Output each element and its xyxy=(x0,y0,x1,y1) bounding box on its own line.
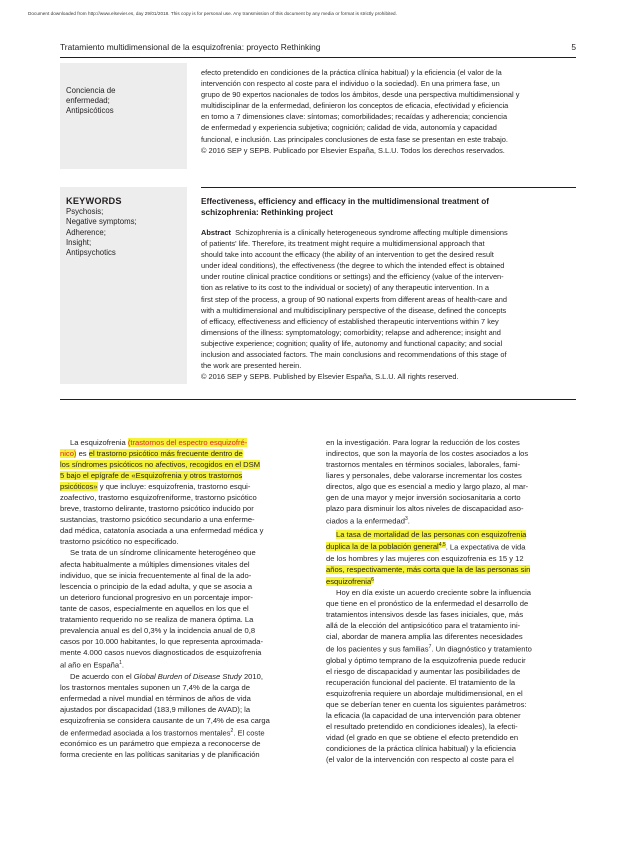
text-span: La tasa de mortalidad de las personas con esquizofrenia xyxy=(336,529,527,539)
keyword-line: enfermedad; xyxy=(66,96,110,106)
text-span: de enfermedad asociada a los trastornos mentales xyxy=(60,728,231,738)
abstract-line: first step of the process, a group of 90 national experts from different areas of health-care and xyxy=(201,294,507,304)
title-line: Effectiveness, efficiency and efficacy in the multidimensional treatment of xyxy=(201,197,490,206)
english-abstract xyxy=(201,227,576,382)
text-line xyxy=(60,437,310,448)
abstract-line: of patients' life. Therefore, its treatment might require a multidimensional approach that xyxy=(201,239,485,249)
text-span: el resultado pretendido en condiciones ideales), la efecti- xyxy=(326,722,518,732)
text-span: al año en España xyxy=(60,660,120,670)
text-span: es xyxy=(76,449,89,459)
text-span: vidad (el grado en que se obtiene el efecto pretendido en xyxy=(326,733,519,743)
keyword-item: Psychosis; xyxy=(66,207,104,217)
text-span: ajustados por discapacidad (183,9 millones de AVAD); la xyxy=(60,704,251,714)
abstract-line: should take into account the efficacy (the ability of an intervention to get the desired result xyxy=(201,250,494,260)
text-span: tratamientos intensivos desde las fases iniciales, que, más xyxy=(326,610,524,620)
text-span: condiciones de la práctica clínica habitual) y la eficiencia xyxy=(326,744,516,754)
reference-link[interactable]: 4,5 xyxy=(438,541,446,548)
abstract-line: en torno a 7 dimensiones clave: síntomas; comorbilidades; recaídas y adherencia; conciencia xyxy=(201,112,508,122)
text-line xyxy=(326,514,576,527)
keyword-item: Insight; xyxy=(66,237,92,247)
text-span: enfermedad a nivel mundial en términos de años de vida xyxy=(60,693,251,703)
text-span: y que incluye: esquizofrenia, trastorno esqui- xyxy=(97,482,251,492)
text-span: La esquizofrenia xyxy=(70,438,128,447)
text-line xyxy=(326,540,576,553)
text-span: esquizofrenia se considera causante de un 7,4% de esa carga xyxy=(60,715,270,725)
text-span: gen de una mayor y mejor inversión sociosanitaria a corto xyxy=(326,493,521,503)
text-span: económico es un parámetro que empieza a reconocerse de xyxy=(60,739,261,749)
text-span: liares y personales, debe valorarse incrementar los costes xyxy=(326,471,522,481)
abstract-line: inclusion and associated factors. The main conclusions and recommendations of this stage of xyxy=(201,350,507,360)
text-span: 5 bajo el epígrafe de «Esquizofrenia y otros trastornos xyxy=(60,471,243,481)
abstract-line: the work are presented herein. xyxy=(201,361,302,371)
text-span: esquizofrenia xyxy=(326,577,372,587)
header-rule xyxy=(60,57,576,58)
abstract-line: funcional, e inclusión. Las principales conclusiones de esta fase se presentan en este trabajo. xyxy=(201,134,508,144)
text-span: De acuerdo con el xyxy=(70,671,134,681)
text-span: directos, algo que es esencial a medio y largo plazo, al mar- xyxy=(326,482,529,492)
english-article-title xyxy=(201,196,576,219)
text-span: lescencia o principio de la edad adulta, y que se asocia a xyxy=(60,581,253,591)
download-notice: Document downloaded from http://www.elsevier.es, day 29/01/2018. This copy is for personal use. Any transmission of this document by any media or format is strictly prohibited. xyxy=(28,11,397,16)
abstract-line: subjective experience; cognition; quality of life, autonomy and functional capacity; and social xyxy=(201,338,503,348)
abstract-label: Abstract xyxy=(201,228,231,237)
abstract-line: Schizophrenia is a clinically heterogeneous syndrome affecting multiple dimensions xyxy=(235,228,508,237)
english-copyright: © 2016 SEP y SEPB. Published by Elsevier España, S.L.U. All rights reserved. xyxy=(201,372,459,382)
text-span: que se deberían tener en cuenta los siguientes parámetros: xyxy=(326,700,527,710)
text-span: trastorno psicótico no especificado. xyxy=(60,537,179,547)
spanish-copyright: © 2016 SEP y SEPB. Publicado por Elsevier España, S.L.U. Todos los derechos reservados. xyxy=(201,145,505,155)
abstract-line: dimensions of the illness: symptomatology; comorbidity; relapse and adherence; insight and xyxy=(201,327,501,337)
body-left-column xyxy=(60,437,310,760)
text-span: . xyxy=(121,660,125,670)
text-span: trastornos mentales en términos sociales, laborales, fami- xyxy=(326,460,521,470)
text-span: forma creciente en las políticas sanitarias y de planificación xyxy=(60,750,260,760)
reference-link[interactable]: 2 xyxy=(230,727,234,734)
text-line xyxy=(60,459,310,470)
text-span: Se trata de un síndrome clínicamente heterogéneo que xyxy=(70,548,256,558)
text-span: zoafectivo, trastorno esquizofreniforme, trastorno psicótico xyxy=(60,493,257,503)
abstract-line: grupo de 90 expertos nacionales de todos los ámbitos, desde una perspectiva multidimensional y xyxy=(201,90,520,100)
text-span: global y óptimo temprano de la esquizofrenia puede reducir xyxy=(326,656,526,666)
text-line xyxy=(326,564,576,575)
abstract-line: under routine clinical practice conditions or settings) and the efficiency (value of the interven- xyxy=(201,272,504,282)
text-span: dad médica, catatonía asociada a una enfermedad médica y xyxy=(60,526,264,536)
abstract-line: intervención con respecto al coste para el individuo o la sociedad). En una primera fase, un xyxy=(201,79,500,89)
text-span: el riesgo de discapacidad y aumentar las posibilidades de xyxy=(326,667,521,677)
running-head xyxy=(60,42,576,56)
text-span: individuo, que se inicia frecuentemente al final de la ado- xyxy=(60,570,252,580)
text-span: cial, abordar de manera amplia las diferentes necesidades xyxy=(326,632,523,642)
text-span: de los pacientes y sus familias xyxy=(326,644,429,654)
text-line xyxy=(326,575,576,588)
page-number: 5 xyxy=(571,42,576,52)
text-span: el trastorno psicótico más frecuente dentro de xyxy=(88,449,243,459)
text-span: . La expectativa de vida xyxy=(445,542,526,552)
text-span: (el valor de la intervención con respecto al coste para el xyxy=(326,755,514,765)
text-span: plazo para disminuir los altos niveles de discapacidad aso- xyxy=(326,504,524,514)
abstract-line: multidisciplinar de la enfermedad, definieron los conceptos de eficacia, efectividad y eficiencia xyxy=(201,101,509,111)
text-span: indirectos, que son la mayoría de los costes asociados a los xyxy=(326,449,529,459)
abstract-end-rule xyxy=(60,399,576,400)
text-line xyxy=(60,448,310,459)
spanish-keywords xyxy=(66,86,184,117)
keyword-item: Adherence; xyxy=(66,227,106,237)
text-span: Global Burden of Disease Study xyxy=(133,671,242,681)
text-span: de los hombres y las mujeres con esquizofrenia es 15 y 12 xyxy=(326,553,524,563)
text-span: los síndromes psicóticos no afectivos, recogidos en el DSM xyxy=(60,460,261,470)
text-span: psicóticos» xyxy=(60,482,98,492)
text-span: tante de casos, especialmente en aquellos en los que el xyxy=(60,603,249,613)
keyword-item: Negative symptoms; xyxy=(66,217,137,227)
text-span: . xyxy=(407,516,410,526)
keyword-line: Antipsicóticos xyxy=(66,106,114,116)
text-span: 2010, xyxy=(241,671,263,681)
abstract-line: de enfermedad y experiencia subjetiva; cognición; calidad de vida, autonomía y capacidad xyxy=(201,123,497,133)
abstract-line: of efficacy, effectiveness and efficiency of established therapeutic interventions within 7 key xyxy=(201,316,499,326)
keywords-heading: KEYWORDS xyxy=(66,196,122,206)
english-section-rule xyxy=(201,187,576,188)
abstract-line: with a multidimensional and multidisciplinary perspective of the disease, defined the concepts xyxy=(201,305,507,315)
spanish-abstract xyxy=(201,67,576,156)
running-head-title: Tratamiento multidimensional de la esquizofrenia: proyecto Rethinking xyxy=(60,42,321,52)
text-span: esquizofrenia requiere un abordaje multidimensional, en el xyxy=(326,689,523,699)
abstract-line: efecto pretendido en condiciones de la práctica clínica habitual) y la eficiencia (el valor de la xyxy=(201,68,502,77)
text-line xyxy=(326,529,576,540)
text-span: los trastornos mentales suponen un 7,4% de la carga de xyxy=(60,682,250,692)
reference-link[interactable]: 7 xyxy=(428,644,432,651)
title-line: schizophrenia: Rethinking project xyxy=(201,208,333,218)
text-line xyxy=(60,671,310,682)
text-span: recuperación funcional del paciente. El tratamiento de la xyxy=(326,678,516,688)
text-span: años, respectivamente, más corta que la de las personas sin xyxy=(326,564,531,574)
text-span: . Un diagnóstico y tratamiento xyxy=(431,644,532,654)
body-right-column xyxy=(326,437,576,765)
text-span: sustancias, trastorno psicótico secundario a una enferme- xyxy=(60,515,255,525)
reference-link[interactable]: 6 xyxy=(371,576,374,583)
text-span: duplica la de la población general xyxy=(326,542,439,552)
text-span: que tiene en el pronóstico de la enfermedad el desarrollo de xyxy=(326,599,529,609)
text-span: Hoy en día existe un acuerdo creciente sobre la influencia xyxy=(336,588,532,598)
text-span: la eficacia (la capacidad de una intervención para obtener xyxy=(326,711,521,721)
reference-link[interactable]: 3 xyxy=(404,516,408,523)
abstract-line: tion as relative to its cost to the individual or society) of any therapeutic intervention. In a xyxy=(201,283,489,293)
text-span: afecta habitualmente a múltiples dimensiones vitales del xyxy=(60,559,250,569)
text-span: ciados a la enfermedad xyxy=(326,516,405,526)
text-span: (trastornos del espectro esquizofré- xyxy=(127,438,248,447)
text-line xyxy=(60,481,310,492)
text-span: casos por 10.000 habitantes, lo que representa aproximada- xyxy=(60,636,264,646)
text-span: prevalencia anual es del 0,3% y la incidencia anual de 0,8 xyxy=(60,625,256,635)
reference-link[interactable]: 1 xyxy=(119,659,122,666)
text-span: allá de la elección del antipsicótico para el tratamiento ini- xyxy=(326,621,521,631)
text-line xyxy=(201,227,576,238)
text-span: mente 4.000 casos nuevos diagnosticados de esquizofrenia xyxy=(60,647,262,657)
text-span: en la investigación. Para lograr la reducción de los costes xyxy=(326,438,520,447)
keyword-line: Conciencia de xyxy=(66,86,116,95)
text-span: tratamiento requerido no se realiza de manera óptima. La xyxy=(60,614,254,624)
text-span: nico) xyxy=(60,449,77,459)
text-line xyxy=(60,470,310,481)
text-line xyxy=(326,642,576,655)
english-keywords xyxy=(66,196,184,258)
text-span: un deterioro funcional progresivo en un porcentaje impor- xyxy=(60,592,253,602)
text-line xyxy=(60,658,310,671)
text-span: . El coste xyxy=(233,728,265,738)
text-line xyxy=(60,726,310,739)
text-span: breve, trastorno delirante, trastorno psicótico inducido por xyxy=(60,504,254,514)
abstract-line: under ideal conditions), the effectiveness (the degree to which the intended effect is obtained xyxy=(201,261,505,271)
keyword-item: Antipsychotics xyxy=(66,248,116,258)
